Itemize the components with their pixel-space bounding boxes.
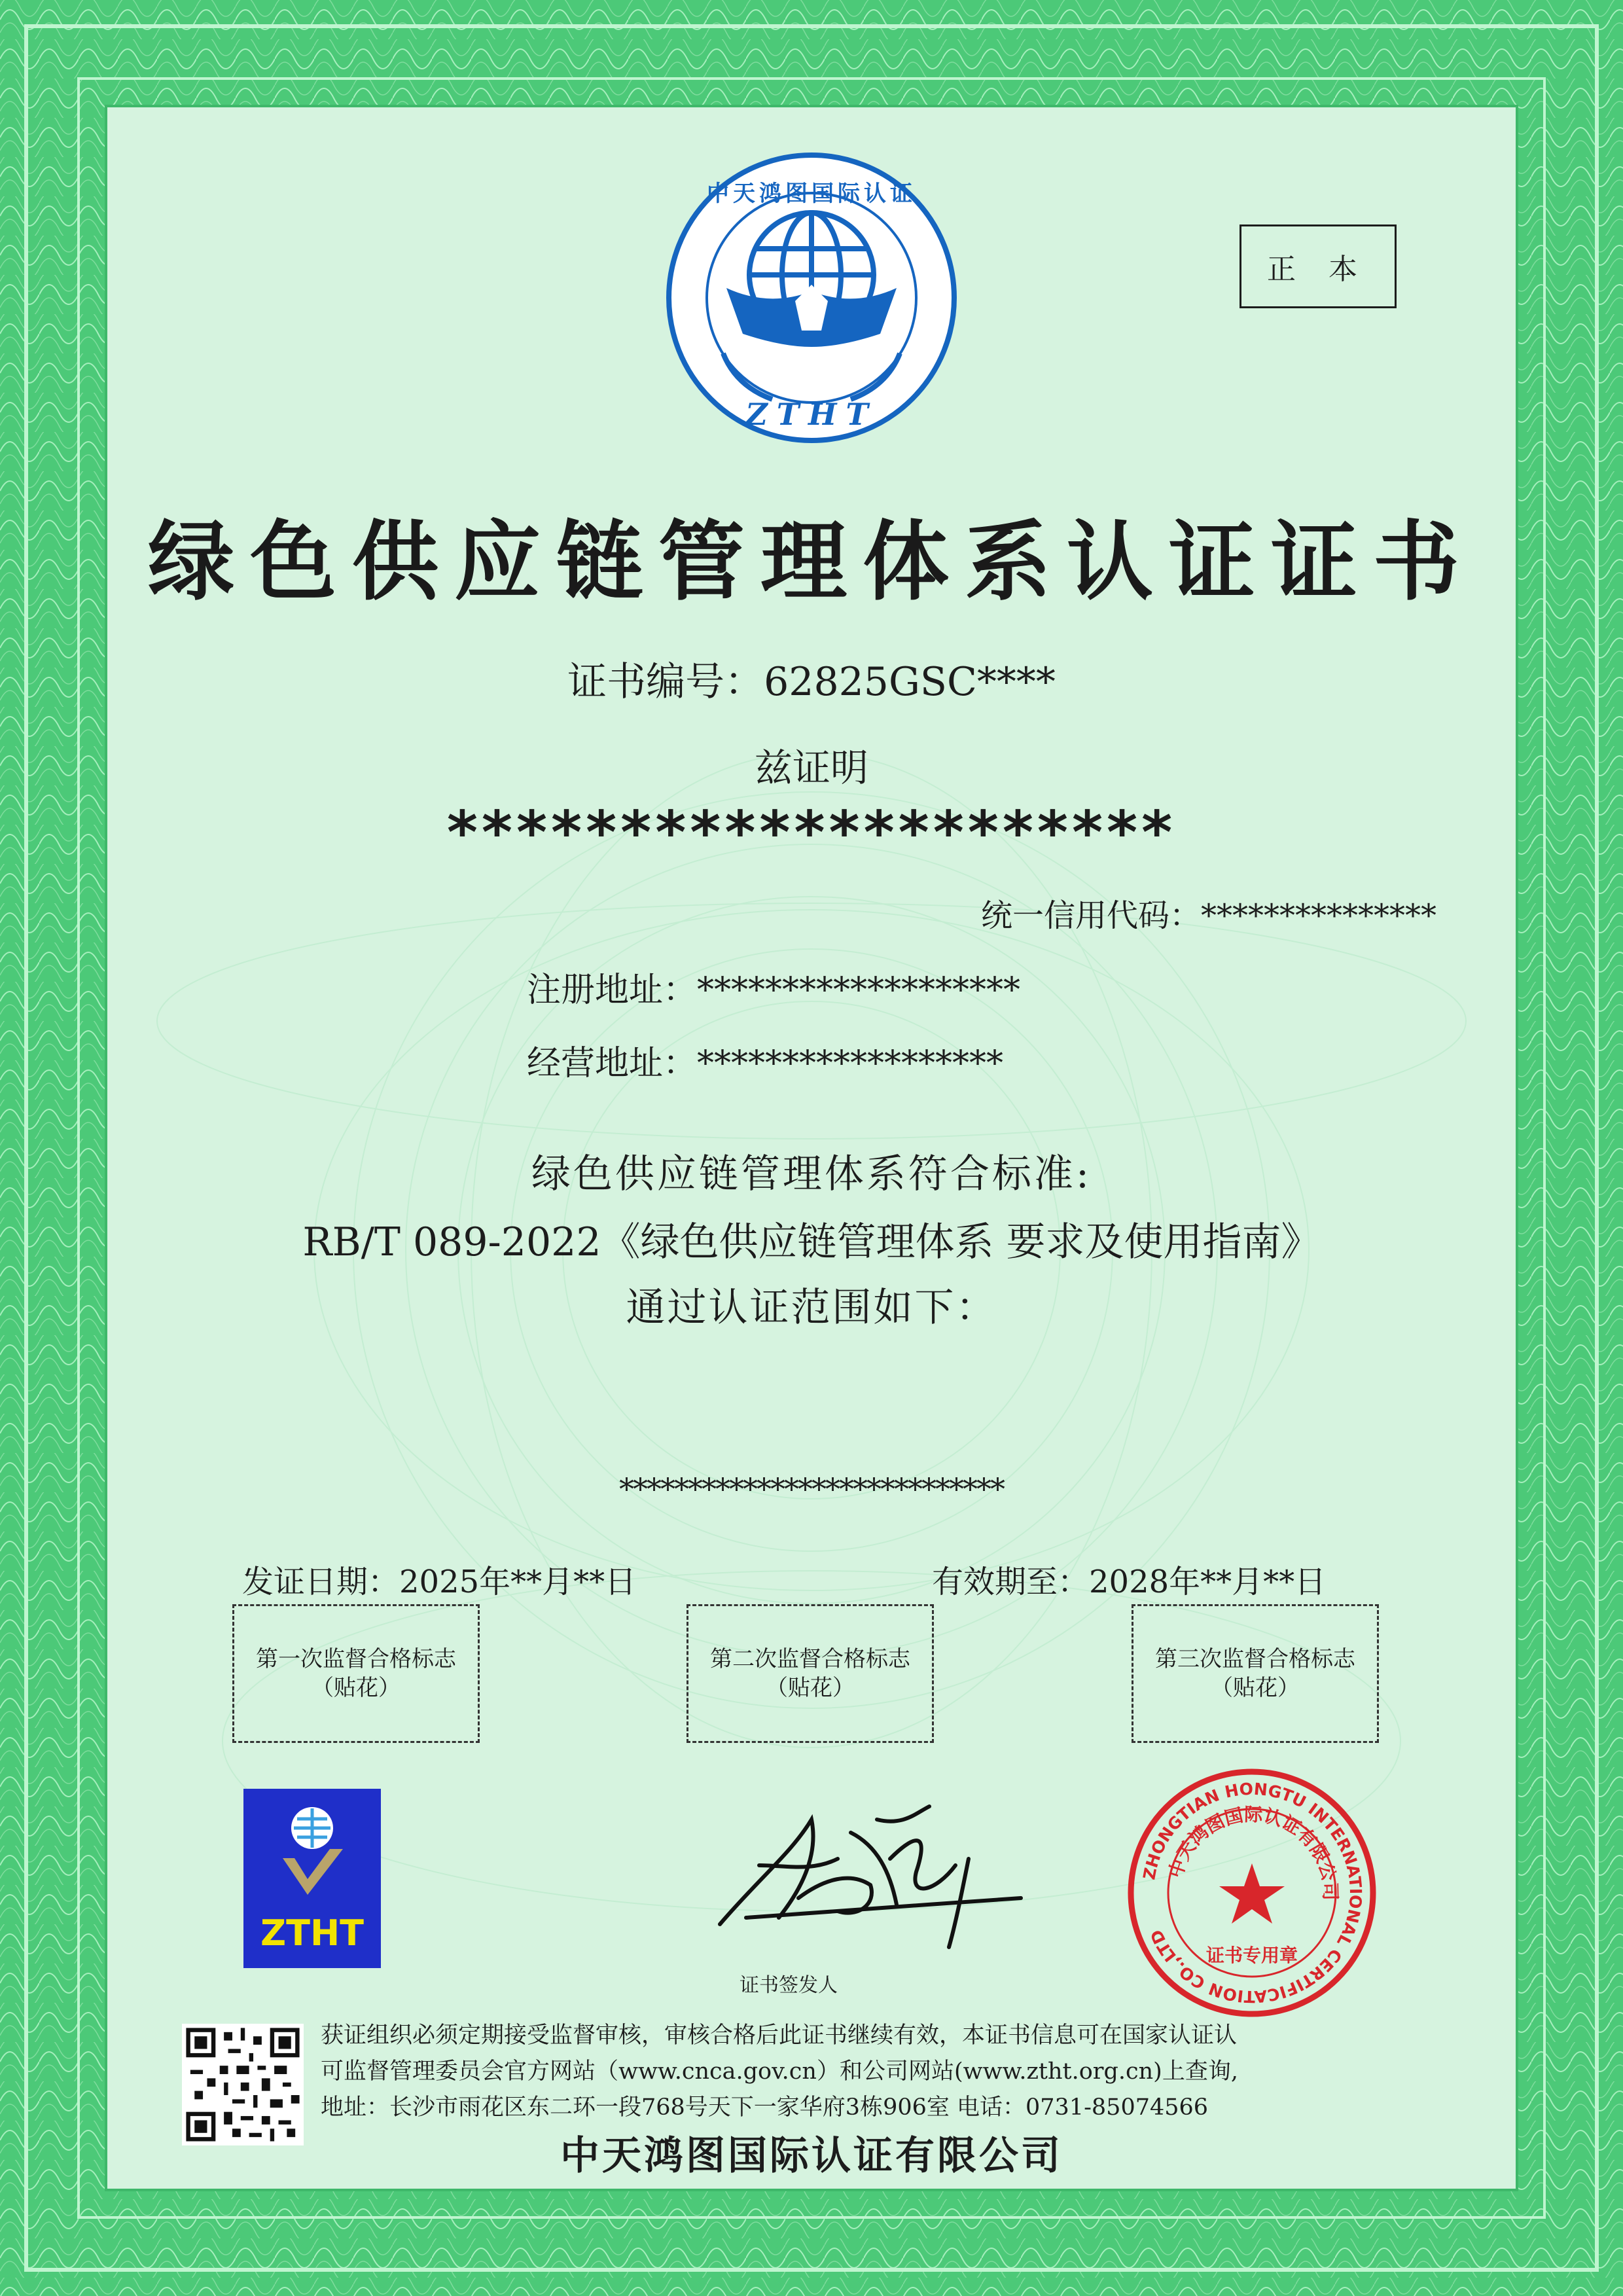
original-copy-box (1240, 224, 1397, 308)
operating-address: 经营地址：****************** (527, 1044, 1004, 1083)
surveillance-box-3 (1132, 1604, 1379, 1743)
signature-label: 证书签发人 (740, 1974, 838, 1997)
certificate-number: 证书编号：62825GSC**** (567, 659, 1056, 705)
issuer-signature (681, 1793, 1034, 1950)
standard-reference: RB/T 089-2022《绿色供应链管理体系 要求及使用指南》 (302, 1219, 1321, 1265)
check-globe-icon (270, 1803, 355, 1908)
company-name: ********************* (446, 798, 1177, 867)
certification-scope: **************************** (619, 1471, 1004, 1507)
surveillance-note: （贴花） (766, 1675, 855, 1701)
footer-notice (321, 2018, 1433, 2126)
company-seal (1124, 1765, 1380, 2020)
notice-line: 获证组织必须定期接受监督审核，审核合格后此证书继续有效，本证书信息可在国家认证认 (321, 2022, 1238, 2049)
emblem-text-bottom: ZTHT (745, 397, 878, 432)
emblem-text-top: 中天鸿图国际认证 (707, 181, 916, 207)
scope-intro: 通过认证范围如下： (626, 1285, 997, 1331)
credit-code: 统一信用代码：*************** (980, 897, 1436, 934)
notice-line: 地址：长沙市雨花区东二环一段768号天下一家华府3栋906室 电话：0731-85074566 (321, 2094, 1209, 2121)
expiry-date: 有效期至：2028年**月**日 (932, 1564, 1327, 1600)
surveillance-note: （贴花） (312, 1675, 401, 1701)
surveillance-note: （贴花） (1211, 1675, 1300, 1701)
registered-address: 注册地址：******************* (527, 971, 1021, 1010)
seal-star-icon (1219, 1863, 1285, 1924)
logo-text: ZTHT (260, 1912, 365, 1954)
seal-inner-text: 中天鸿图国际认证有限公司 (1164, 1803, 1342, 1901)
surveillance-box-1 (232, 1604, 480, 1743)
surveillance-label: 第一次监督合格标志 (256, 1645, 456, 1672)
surveillance-label: 第三次监督合格标志 (1155, 1645, 1355, 1672)
issuing-company: 中天鸿图国际认证有限公司 (560, 2133, 1063, 2179)
seal-ring-text: ZHONGTIAN HONGTU INTERNATIONAL CERTIFICATION CO.,LTD (1139, 1779, 1366, 2007)
original-copy-label: 正 本 (1267, 253, 1369, 286)
surveillance-label: 第二次监督合格标志 (710, 1645, 910, 1672)
issue-date: 发证日期：2025年**月**日 (242, 1564, 637, 1600)
ztht-logo (243, 1789, 381, 1968)
conformity-statement: 绿色供应链管理体系符合标准: (531, 1151, 1092, 1197)
seal-center-text: 证书专用章 (1205, 1945, 1298, 1966)
certificate-title: 绿色供应链管理体系认证证书 (148, 512, 1475, 613)
surveillance-box-2 (687, 1604, 934, 1743)
notice-line: 可监督管理委员会官方网站（www.cnca.gov.cn）和公司网站(www.ztht.org.cn)上查询, (321, 2058, 1238, 2085)
hereby-certify: 兹证明 (754, 745, 868, 790)
